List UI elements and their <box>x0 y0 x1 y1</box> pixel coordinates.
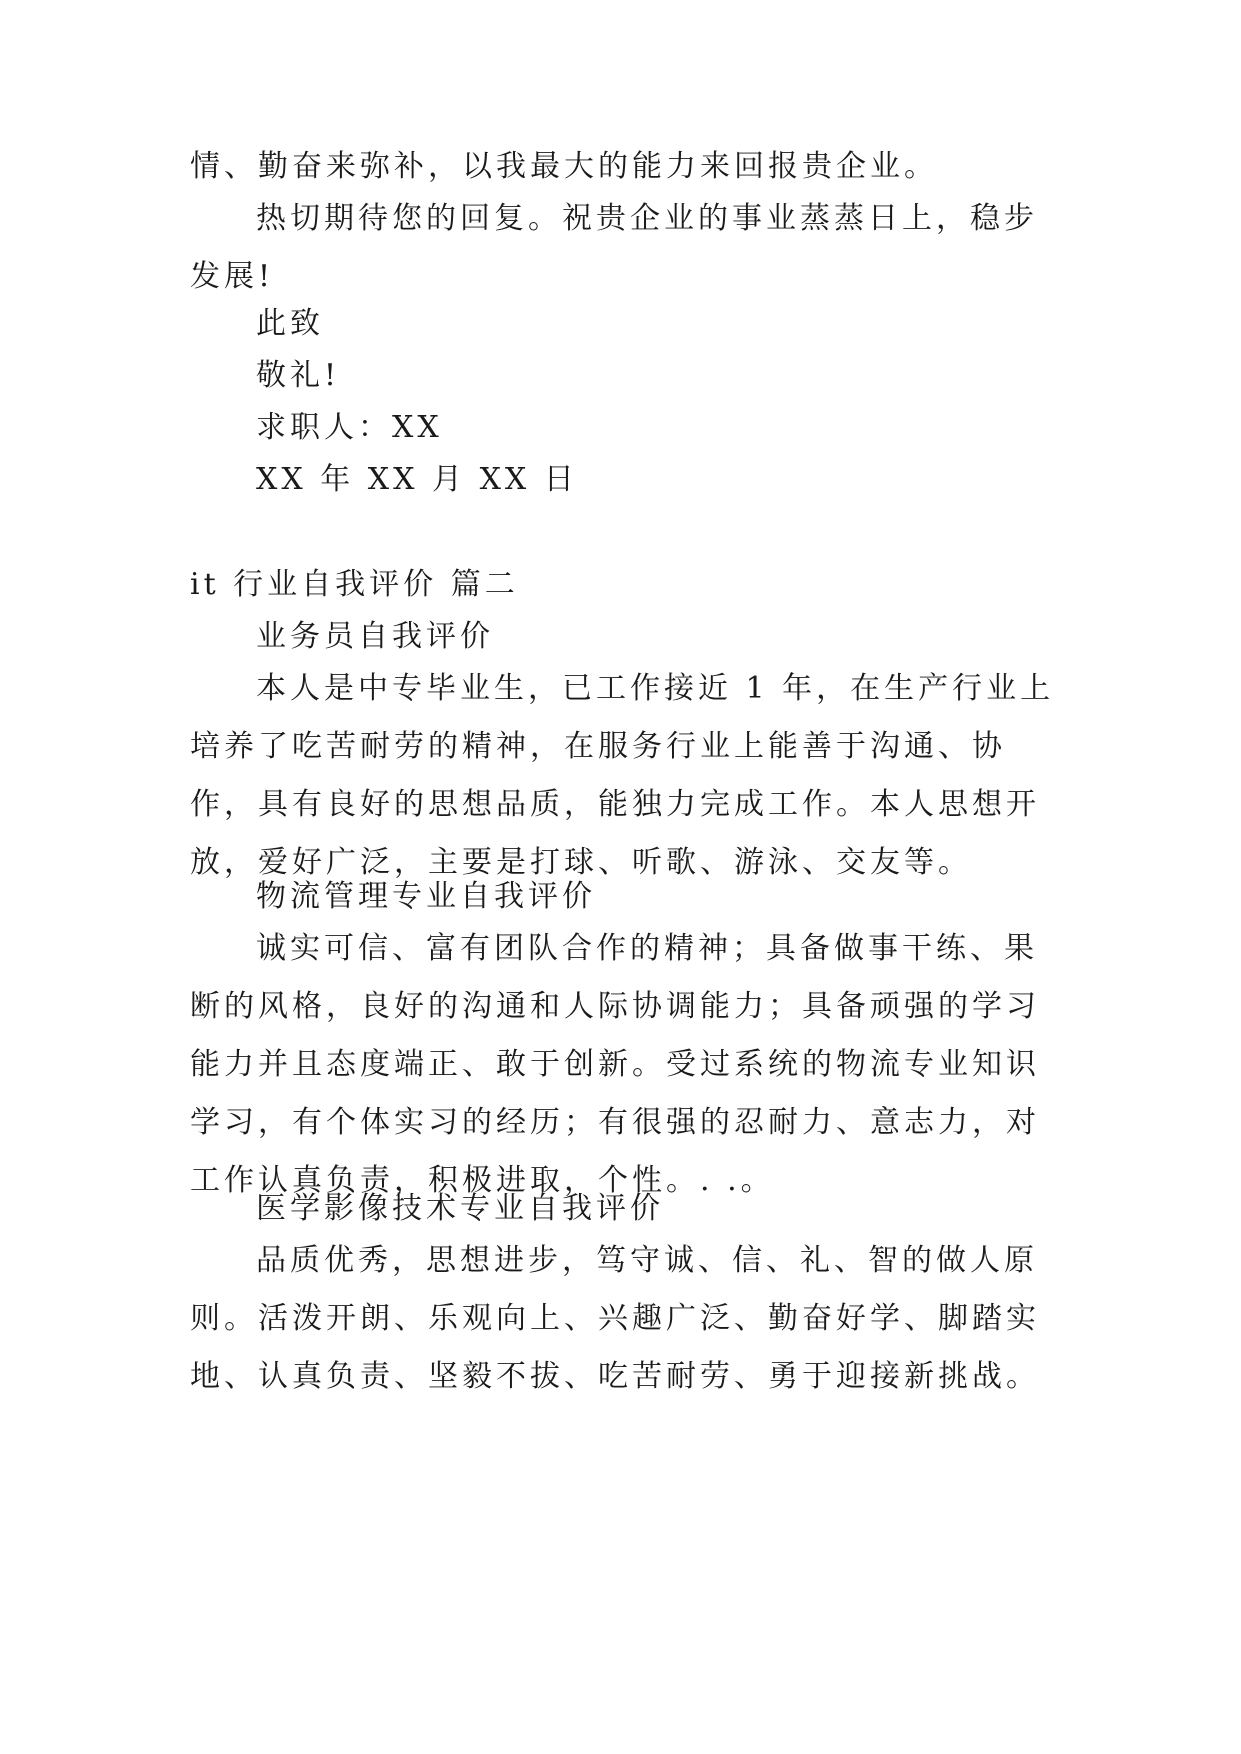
subsection-title-medical-imaging: 医学影像技术专业自我评价 <box>256 1191 664 1226</box>
letter-closing-paragraph: 热切期待您的回复。祝贵企业的事业蒸蒸日上，稳步发展! <box>190 201 1038 294</box>
subsection-title-logistics: 物流管理专业自我评价 <box>256 879 596 914</box>
letter-applicant: 求职人：XX <box>256 410 443 445</box>
letter-date: XX 年 XX 月 XX 日 <box>256 462 578 497</box>
letter-salutation-1: 此致 <box>256 306 324 341</box>
letter-continuation-line: 情、勤奋来弥补，以我最大的能力来回报贵企业。 <box>190 149 938 184</box>
subsection-body-salesperson: 本人是中专毕业生，已工作接近 1 年，在生产行业上培养了吃苦耐劳的精神，在服务行业上能善于沟通、协作，具有良好的思想品质，能独力完成工作。本人思想开放，爱好广泛，主要是打球、听歌、游泳、交友等。 <box>190 671 1055 880</box>
section-heading: it 行业自我评价 篇二 <box>190 567 519 602</box>
subsection-title-salesperson: 业务员自我评价 <box>256 619 494 654</box>
subsection-body-medical-imaging: 品质优秀，思想进步，笃守诚、信、礼、智的做人原则。活泼开朗、乐观向上、兴趣广泛、勤奋好学、脚踏实地、认真负责、坚毅不拔、吃苦耐劳、勇于迎接新挑战。 <box>190 1243 1040 1394</box>
letter-salutation-2: 敬礼! <box>256 358 341 393</box>
subsection-body-logistics: 诚实可信、富有团队合作的精神；具备做事干练、果断的风格，良好的沟通和人际协调能力；具备顽强的学习能力并且态度端正、敢于创新。受过系统的物流专业知识学习，有个体实习的经历；有很强的忍耐力、意志力，对工作认真负责，积极进取，个性。. .。 <box>190 931 1040 1198</box>
